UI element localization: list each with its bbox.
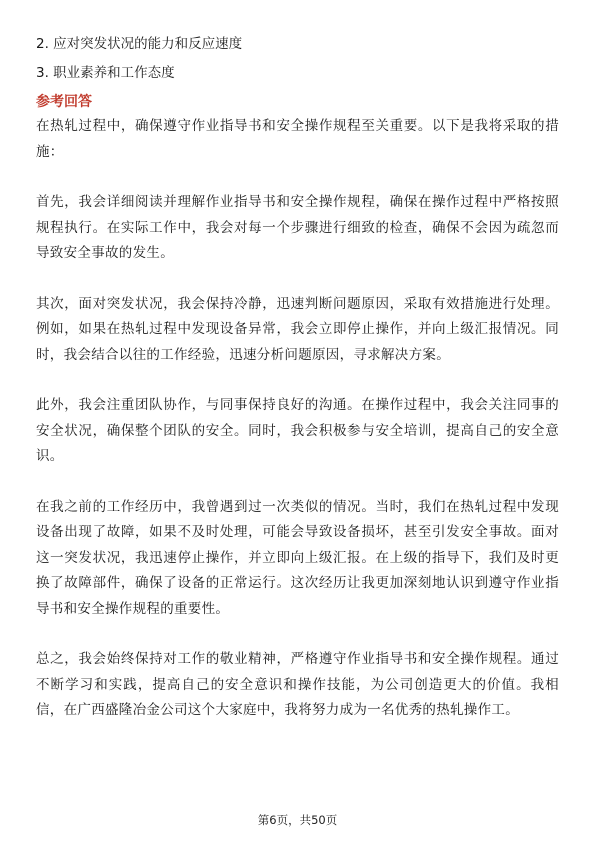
page-number: 第6页，共50页	[257, 813, 338, 827]
answer-heading: 参考回答	[36, 94, 92, 110]
paragraph-gap	[36, 622, 559, 647]
list-item: 3. 职业素养和工作态度	[36, 65, 175, 81]
paragraph: 其次，面对突发状况，我会保持冷静，迅速判断问题原因，采取有效措施进行处理。例如，如果在热轧过程中发现设备异常，我会立即停止操作，并向上级汇报情况。同时，我会结合以往的工作经验，迅速分析问题原因，寻求解决方案。	[36, 295, 559, 363]
paragraph: 此外，我会注重团队协作，与同事保持良好的沟通。在操作过程中，我会关注同事的安全状况，确保整个团队的安全。同时，我会积极参与安全培训，提高自己的安全意识。	[36, 397, 559, 464]
page-content	[36, 34, 559, 724]
paragraph: 在热轧过程中，确保遵守作业指导书和安全操作规程至关重要。以下是我将采取的措施：	[36, 118, 559, 160]
paragraph-gap	[36, 267, 559, 292]
list-item: 2. 应对突发状况的能力和反应速度	[36, 36, 243, 52]
paragraph: 首先，我会详细阅读并理解作业指导书和安全操作规程，确保在操作过程中严格按照规程执行。在实际工作中，我会对每一个步骤进行细致的检查，确保不会因为疏忽而导致安全事故的发生。	[36, 194, 559, 261]
paragraph-gap	[36, 470, 559, 495]
paragraph-gap	[36, 165, 559, 190]
paragraph: 总之，我会始终保持对工作的敬业精神，严格遵守作业指导书和安全操作规程。通过不断学习和实践，提高自己的安全意识和操作技能，为公司创造更大的价值。我相信，在广西盛隆冶金公司这个大家庭中，我将努力成为一名优秀的热轧操作工。	[36, 651, 559, 718]
paragraph-gap	[36, 368, 559, 393]
paragraph: 在我之前的工作经历中，我曾遇到过一次类似的情况。当时，我们在热轧过程中发现设备出现了故障，如果不及时处理，可能会导致设备损坏，甚至引发安全事故。面对这一突发状况，我迅速停止操作，并立即向上级汇报。在上级的指导下，我们及时更换了故障部件，确保了设备的正常运行。这次经历让我更加深刻地认识到遵守作业指导书和安全操作规程的重要性。	[36, 498, 559, 617]
